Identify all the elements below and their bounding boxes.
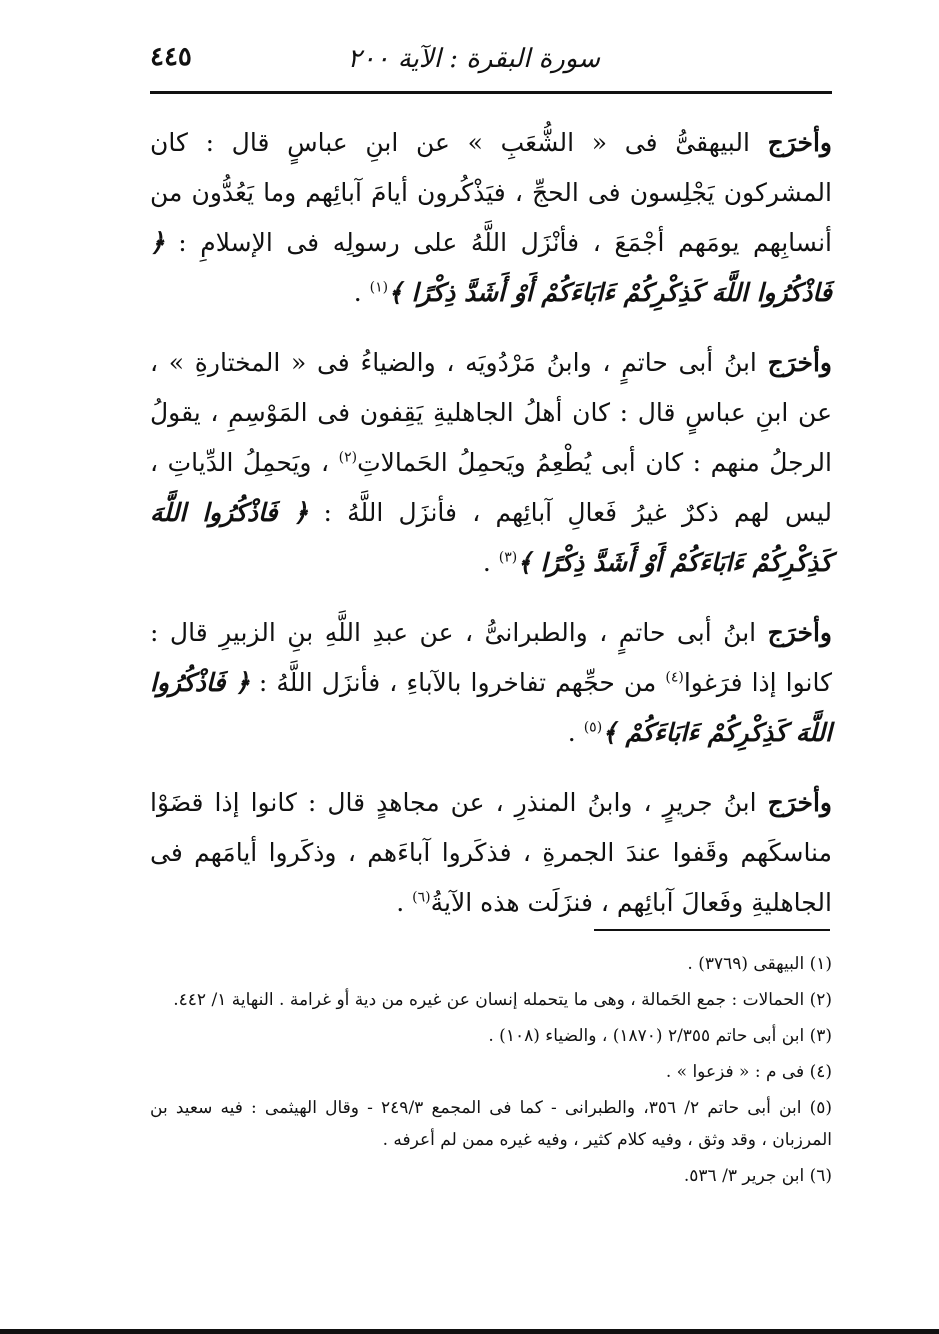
paragraph-text: من حجِّهم تفاخروا بالآباءِ ، فأنزَل اللَّهُ : [249,668,666,697]
footnote-4: (٤) فى م : « فزعوا » . [665,1062,832,1082]
paragraph-3 [150,608,832,758]
paragraph-end: . [482,548,499,577]
paragraph-text: ابنُ أبى حاتمٍ ، والطبرانىُّ ، عن عبدِ اللَّهِ بنِ الزبيرِ قال : كانوا إذا فرَغوا [150,618,832,697]
paragraph-text: ابنُ أبى حاتمٍ ، وابنُ مَرْدُويَه ، والضياءُ فى « المختارةِ » ، عن ابنِ عباسٍ قال : كان أهلُ الجاهليةِ يَقِفون فى المَوْسِمِ ، يقولُ الرجلُ منهم : كان أبى يُطْعِمُ ويَحمِلُ الحَمالاتِ [150,348,832,477]
paragraph-end: . [396,888,413,917]
footnote-1: (١) البيهقى (٣٧٦٩) . [687,954,832,974]
footnote-ref: (١) [369,279,389,296]
footnote-ref: (٥) [583,719,603,736]
paragraph-text: ، ويَحمِلُ الدِّياتِ ، ليس لهم ذكرٌ غيرُ فَعالِ آبائِهم ، فأنزَل اللَّهُ : [150,448,832,527]
main-text [150,118,832,948]
paragraph-text: ابنُ جريرٍ ، وابنُ المنذرِ ، عن مجاهدٍ قال : كانوا إذا قضَوْا مناسكَهم وقَفوا عندَ الجمرةِ ، فذكَروا آباءَهم ، وذكَروا أيامَهم فى الجاهليةِ وفَعالَ آبائِهم ، فنزَلَت هذه الآيةُ [150,788,832,917]
header-rule [150,91,832,94]
footnote-6: (٦) ابن جرير ٣/ ٥٣٦. [683,1166,832,1186]
paragraph-2 [150,338,832,588]
quran-quote: ﴿ فَاذْكُرُوا اللَّهَ كَذِكْرِكُمْ ءَابَاءَكُمْ ﴾ [150,668,832,747]
footnote-3: (٣) ابن أبى حاتم ٢/٣٥٥ (١٨٧٠) ، والضياء (١٠٨) . [488,1026,832,1046]
scan-bottom-edge [0,1329,939,1334]
paragraph-lead: وأخرَج [767,348,832,377]
footnotes [150,948,832,1196]
paragraph-end: . [353,278,370,307]
footnote-ref: (٤) [665,669,684,686]
footnote-ref: (٢) [338,449,358,466]
paragraph-text: البيهقىُّ فى « الشُّعَبِ » عن ابنِ عباسٍ قال : كان المشركون يَجْلِسون فى الحجِّ ، فيَذْكُرون أيامَ آبائِهم وما يَعُدُّون من أنسابِهم يومَهم أجْمَعَ ، فأنْزَل اللَّهُ على رسولِه فى الإسلامِ : [150,128,832,257]
page-number: ٤٤٥ [150,42,192,72]
footnote-5: (٥) ابن أبى حاتم ٢/ ٣٥٦، والطبرانى - كما فى المجمع ٢٤٩/٣ - وقال الهيثمى : فيه سعيد بن المرزبان ، وقد وثق ، وفيه كلام كثير ، وفيه غيره ممن لم أعرفه . [150,1098,833,1150]
paragraph-lead: وأخرَج [767,788,832,817]
paragraph-lead: وأخرَج [767,618,832,647]
footnote-2: (٢) الحمالات : جمع الحَمالة ، وهى ما يتحمله إنسان عن غيره من دية أو غرامة . النهاية ١/ ٤٤٢. [173,990,832,1010]
running-title: سورة البقرة : الآية ٢٠٠ [347,44,600,74]
page-header [150,38,830,90]
footnote-separator [594,929,830,931]
footnote-ref: (٦) [412,889,431,906]
paragraph-4 [150,778,832,928]
paragraph-lead: وأخرَج [767,128,832,157]
paragraph-1 [150,118,832,318]
footnote-ref: (٣) [498,549,518,566]
paragraph-end: . [567,718,584,747]
quran-quote: ﴿ فَاذْكُرُوا اللَّهَ كَذِكْرِكُمْ ءَابَاءَكُمْ أَوْ أَشَدَّ ذِكْرًا ﴾ [150,498,832,577]
quran-quote: ﴿ فَاذْكُرُوا اللَّهَ كَذِكْرِكُمْ ءَابَاءَكُمْ أَوْ أَشَدَّ ذِكْرًا ﴾ [150,228,832,307]
